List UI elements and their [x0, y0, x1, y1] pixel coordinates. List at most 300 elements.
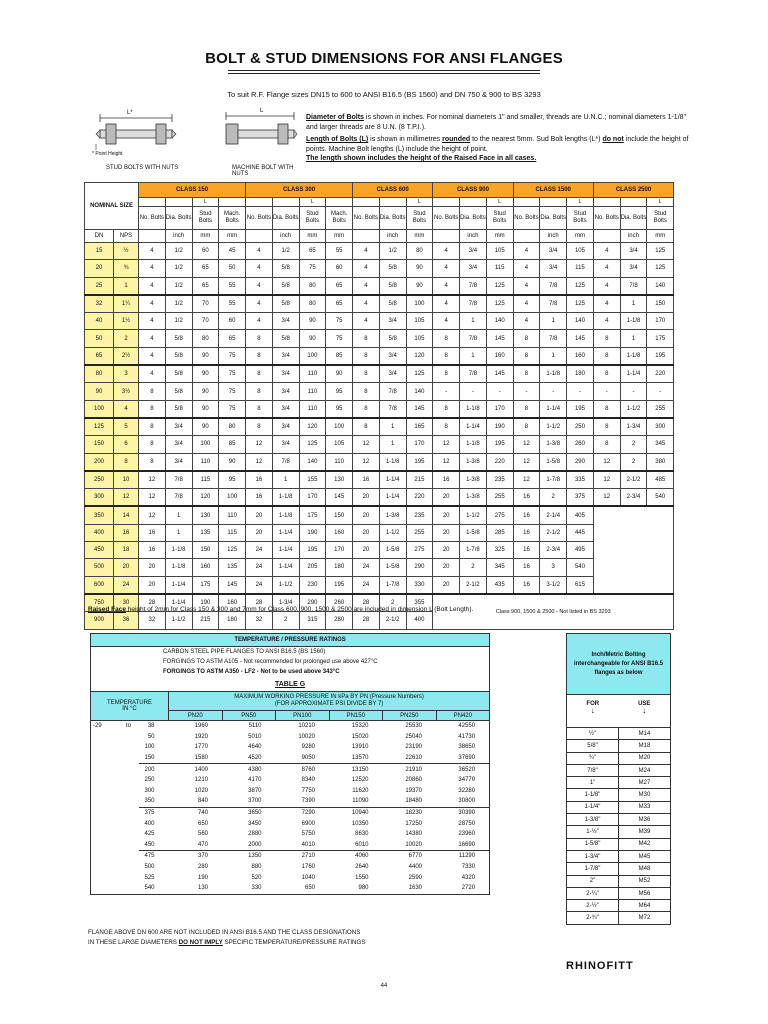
temp-cell: 6010 [355, 841, 369, 848]
stud-caption: STUD BOLTS WITH NUTS [106, 165, 179, 171]
table-cell: 5/8 [272, 330, 299, 347]
table-cell: 1 [540, 313, 567, 330]
table-cell: 1¼ [114, 295, 139, 313]
column-header: Stud Bolts [192, 207, 219, 230]
pressure-header: MAXIMUM WORKING PRESSURE IN kPa BY PN (Pressure Numbers) (FOR APPROXIMATE PSI DIVIDE BY 7) [169, 692, 490, 711]
table-cell: 195 [567, 400, 594, 418]
inch-size: 1" [567, 777, 619, 789]
table-cell: 3/4 [379, 313, 406, 330]
table-cell: 1-1/8 [460, 400, 487, 418]
table-cell: 4 [513, 277, 540, 295]
table-cell: 160 [192, 559, 219, 576]
table-cell: 255 [486, 489, 513, 507]
class-150-header: CLASS 150 [139, 183, 246, 198]
temp-cell: 6900 [301, 820, 315, 827]
table-cell: 1-7/8 [379, 576, 406, 594]
table-cell: 110 [192, 453, 219, 471]
table-cell: 75 [326, 313, 353, 330]
table-cell: 315 [299, 612, 326, 629]
table-cell: 105 [326, 436, 353, 453]
unit-header [513, 230, 540, 243]
table-cell: 1 [165, 506, 192, 524]
table-cell: 3/4 [379, 365, 406, 383]
table-cell: 10 [114, 471, 139, 489]
table-cell: 65 [85, 347, 114, 365]
stud-length-dim: L* [127, 110, 133, 116]
table-cell: 80 [192, 330, 219, 347]
table-cell: 12 [139, 506, 166, 524]
table-cell: 3/4 [620, 243, 647, 260]
temp-cell: 350 [144, 798, 155, 805]
table-cell: 55 [219, 295, 246, 313]
table-cell: 1-3/8 [540, 436, 567, 453]
temp-cell: 18480 [405, 798, 422, 805]
table-cell: 2 [379, 594, 406, 612]
table-cell: 155 [299, 471, 326, 489]
table-cell: 1/2 [165, 313, 192, 330]
length-marker [593, 198, 620, 207]
temp-cell: 540 [139, 883, 169, 894]
table-cell: 1-1/8 [165, 559, 192, 576]
temp-cell [119, 786, 139, 797]
table-cell: 7/8 [540, 330, 567, 347]
temp-cell: 1550 [355, 874, 369, 881]
unit-header: mm [406, 230, 433, 243]
table-cell: 215 [192, 612, 219, 629]
table-cell: 1 [272, 471, 299, 489]
table-cell: 28 [246, 594, 273, 612]
pn-header: PN150 [329, 711, 383, 721]
temp-cell: 10210 [276, 721, 330, 732]
length-marker [460, 198, 487, 207]
temp-cell: 7750 [301, 787, 315, 794]
table-cell: 195 [486, 436, 513, 453]
column-header: Stud Bolts [406, 207, 433, 230]
table-cell: 20 [139, 576, 166, 594]
temp-cell [91, 883, 119, 894]
temp-cell: 1960 [169, 721, 223, 732]
inch-size: 5/8" [567, 740, 619, 752]
temp-cell: 3870 [248, 787, 262, 794]
table-cell: 160 [567, 347, 594, 365]
temp-cell: 42550 [436, 721, 490, 732]
temp-cell: 150 [144, 755, 155, 762]
table-cell: 335 [567, 471, 594, 489]
table-cell: 7/8 [165, 471, 192, 489]
temp-row [91, 753, 490, 764]
table-cell: 16 [433, 471, 460, 489]
length-marker [540, 198, 567, 207]
table-cell: 4 [353, 243, 380, 260]
table-cell: 20 [246, 506, 273, 524]
temp-cell: 4060 [329, 851, 383, 862]
table-cell: - [593, 383, 620, 400]
table-cell: 1/2 [165, 243, 192, 260]
bolting-row [567, 900, 671, 912]
table-cell: 7/8 [165, 489, 192, 507]
table-cell: 170 [647, 313, 674, 330]
table-row [85, 436, 674, 453]
table-cell: 200 [85, 453, 114, 471]
arrow-down-icon: ↓ [642, 706, 647, 715]
table-cell: 1-1/8 [460, 436, 487, 453]
machine-caption: MACHINE BOLT WITH NUTS [232, 165, 294, 177]
unit-header: inch [620, 230, 647, 243]
temp-cell: 4380 [222, 764, 276, 775]
table-cell: 375 [567, 489, 594, 507]
table-cell: 8 [433, 330, 460, 347]
temp-cell: 300 [144, 787, 155, 794]
table-cell: 8 [593, 365, 620, 383]
table-cell: 65 [299, 243, 326, 260]
table-cell: 4 [433, 277, 460, 295]
table-cell: 3/4 [272, 365, 299, 383]
table-row [85, 365, 674, 383]
temp-cell [91, 872, 119, 883]
table-cell: 160 [486, 347, 513, 365]
table-cell: 1-5/8 [460, 524, 487, 541]
point-height-label: * Point Height [92, 151, 123, 157]
temp-cell [91, 742, 119, 753]
table-cell: 180 [567, 365, 594, 383]
inch-size: 2" [567, 875, 619, 887]
table-cell: 16 [114, 524, 139, 541]
length-marker: L [567, 198, 594, 207]
table-cell: 190 [486, 418, 513, 436]
temp-cell: 470 [197, 841, 208, 848]
temp-cell: 740 [169, 807, 223, 818]
table-cell: 1-7/8 [540, 471, 567, 489]
table-cell: 1-1/4 [165, 576, 192, 594]
table-cell: 8 [139, 453, 166, 471]
temp-cell: 280 [197, 864, 208, 871]
temp-cell: 525 [144, 874, 155, 881]
temp-cell [119, 742, 139, 753]
table-cell: 170 [299, 489, 326, 507]
temp-cell [91, 775, 119, 786]
machine-length-dim: L [260, 108, 264, 114]
metric-size: M45 [619, 850, 671, 862]
class-2500-header: CLASS 2500 [593, 183, 673, 198]
table-cell: 195 [647, 347, 674, 365]
table-cell: 3/4 [165, 453, 192, 471]
raised-face-note: Raised Face height of 2mm for Class 150 & 300 and 7mm for Class 600, 900, 1500 & 2500 are included in dimension L (Bolt Length). [88, 606, 474, 613]
table-cell: 65 [192, 260, 219, 277]
temp-cell: 34770 [436, 775, 490, 786]
metric-size: M56 [619, 887, 671, 899]
table-cell: 495 [567, 542, 594, 559]
table-cell: 8 [114, 453, 139, 471]
table-cell: 95 [326, 400, 353, 418]
table-cell: 1-3/8 [460, 471, 487, 489]
temp-cell: 30800 [436, 796, 490, 807]
column-header: Dia. Bolts [165, 207, 192, 230]
column-header: No. Bolts [593, 207, 620, 230]
table-cell: 220 [406, 489, 433, 507]
column-header: Stud Bolts [647, 207, 674, 230]
temp-cell: 4640 [248, 744, 262, 751]
inch-size: 2-¾" [567, 912, 619, 924]
table-cell: 7/8 [460, 365, 487, 383]
table-cell: 190 [299, 524, 326, 541]
temp-row [91, 851, 490, 862]
table-cell: - [433, 383, 460, 400]
table-cell: 4 [139, 243, 166, 260]
table-cell: 24 [246, 559, 273, 576]
table-cell: 20 [433, 542, 460, 559]
table-cell: 120 [406, 347, 433, 365]
temperature-pressure-table [90, 633, 490, 895]
temp-cell: 190 [197, 874, 208, 881]
table-cell: 125 [647, 243, 674, 260]
table-cell: 290 [299, 594, 326, 612]
table-cell: 12 [139, 471, 166, 489]
inch-size: 1-3/4" [567, 850, 619, 862]
unit-header: mm [647, 230, 674, 243]
length-marker [165, 198, 192, 207]
metric-size: M27 [619, 777, 671, 789]
inch-size: 1-½" [567, 826, 619, 838]
length-marker [379, 198, 406, 207]
table-cell: 20 [433, 489, 460, 507]
table-cell: 5/8 [272, 277, 299, 295]
table-cell: 1-1/2 [620, 400, 647, 418]
temp-cell: 5110 [222, 721, 276, 732]
temp-cell: 11290 [436, 851, 490, 862]
table-cell: 16 [513, 524, 540, 541]
temp-cell: 250 [144, 777, 155, 784]
bolting-row [567, 740, 671, 752]
table-cell: 7/8 [460, 330, 487, 347]
table-cell: 900 [85, 612, 114, 629]
temp-cell: 7290 [276, 807, 330, 818]
temp-cell: 4320 [436, 872, 490, 883]
table-cell: 1-1/4 [379, 489, 406, 507]
inch-size: 7/8" [567, 764, 619, 776]
table-cell: 355 [406, 594, 433, 612]
table-cell: 4 [139, 295, 166, 313]
table-cell: 615 [567, 576, 594, 594]
length-marker: L [647, 198, 674, 207]
temp-cell [91, 786, 119, 797]
bolting-row [567, 764, 671, 776]
length-marker [272, 198, 299, 207]
table-cell: 190 [192, 594, 219, 612]
temp-cell: 1350 [222, 851, 276, 862]
bolting-interchange-table [566, 633, 671, 925]
table-cell: 3/4 [165, 418, 192, 436]
table-cell: 1-1/4 [379, 471, 406, 489]
table-cell: 5/8 [379, 260, 406, 277]
table-cell: 1/2 [165, 295, 192, 313]
temp-cell: 520 [251, 874, 262, 881]
table-cell: 120 [299, 418, 326, 436]
table-cell: 110 [326, 453, 353, 471]
temp-cell [119, 764, 139, 775]
temp-cell [119, 753, 139, 764]
table-cell: 4 [114, 400, 139, 418]
table-row [85, 576, 674, 594]
table-cell: 90 [85, 383, 114, 400]
temp-row [91, 764, 490, 775]
table-cell: 60 [326, 260, 353, 277]
inch-size: ½" [567, 728, 619, 740]
table-cell: 75 [326, 330, 353, 347]
table-cell: 105 [486, 243, 513, 260]
table-cell: 485 [647, 471, 674, 489]
temp-cell: 6770 [383, 851, 437, 862]
table-cell: 100 [406, 295, 433, 313]
table-cell: 145 [219, 576, 246, 594]
temp-cell: 9280 [301, 744, 315, 751]
table-cell: 255 [647, 400, 674, 418]
table-cell: 1 [379, 418, 406, 436]
table-cell: 145 [486, 330, 513, 347]
table-cell: 90 [406, 260, 433, 277]
temp-cell: 650 [276, 883, 330, 894]
table-cell: 170 [326, 542, 353, 559]
table-cell: 180 [326, 559, 353, 576]
table-cell: 12 [433, 453, 460, 471]
metric-size: M39 [619, 826, 671, 838]
table-cell: 1-3/4 [272, 594, 299, 612]
table-cell: 16 [139, 542, 166, 559]
temp-cell: -29 [91, 721, 119, 732]
table-cell: 600 [85, 576, 114, 594]
temp-cell: 425 [144, 831, 155, 838]
table-cell: 2 [540, 489, 567, 507]
temp-cell: 1210 [194, 777, 208, 784]
table-cell: 8 [593, 347, 620, 365]
temp-cell: 3650 [222, 807, 276, 818]
temp-line-1: CARBON STEEL PIPE FLANGES TO ANSI B16.5 (BS 1560) [91, 647, 490, 658]
table-cell: 90 [192, 347, 219, 365]
table-cell: 115 [486, 260, 513, 277]
unit-header: inch [540, 230, 567, 243]
table-cell: 8 [246, 418, 273, 436]
table-cell: 140 [486, 313, 513, 330]
table-cell: 20 [353, 524, 380, 541]
column-header: Stud Bolts [567, 207, 594, 230]
table-cell: 2 [620, 436, 647, 453]
table-cell: 70 [192, 313, 219, 330]
temp-cell: to [119, 721, 139, 732]
table-cell: 7/8 [540, 277, 567, 295]
temp-cell: 370 [169, 851, 223, 862]
table-cell: 60 [219, 313, 246, 330]
temp-cell: 1760 [301, 864, 315, 871]
bolting-row [567, 814, 671, 826]
temp-row [91, 721, 490, 732]
table-cell: 275 [486, 506, 513, 524]
table-cell: 175 [192, 576, 219, 594]
stud-bolt-drawing [86, 108, 306, 168]
inch-size: 1-7/8" [567, 863, 619, 875]
table-row [85, 330, 674, 347]
temp-cell: 28750 [436, 818, 490, 829]
table-cell: 1-1/2 [460, 506, 487, 524]
table-cell: 80 [299, 277, 326, 295]
temp-row [91, 796, 490, 807]
bolting-row [567, 850, 671, 862]
table-cell: 8 [593, 330, 620, 347]
temp-row [91, 818, 490, 829]
table-cell: - [540, 383, 567, 400]
table-cell: 4 [513, 295, 540, 313]
table-row [85, 524, 674, 541]
table-cell: 400 [406, 612, 433, 629]
column-header: Dia. Bolts [272, 207, 299, 230]
table-cell: 12 [139, 489, 166, 507]
table-cell: ½ [114, 243, 139, 260]
table-cell: 150 [326, 506, 353, 524]
table-cell: 7/8 [272, 453, 299, 471]
temp-cell: 37690 [436, 753, 490, 764]
temp-cell: 7390 [301, 798, 315, 805]
table-cell: 90 [299, 313, 326, 330]
table-cell: 8 [593, 400, 620, 418]
table-cell: 5/8 [165, 365, 192, 383]
table-cell: 4 [593, 260, 620, 277]
table-cell: 8 [139, 383, 166, 400]
temp-line-2: FORGINGS TO ASTM A105 - Not recommended for prolonged use above 427°C [91, 657, 490, 667]
table-cell: 4 [433, 243, 460, 260]
table-row [85, 506, 674, 524]
table-cell: 50 [85, 330, 114, 347]
temp-cell: 13570 [351, 755, 369, 762]
notes [306, 113, 698, 164]
temp-row [91, 775, 490, 786]
table-cell: 12 [246, 453, 273, 471]
table-cell: 80 [406, 243, 433, 260]
temp-cell: 25530 [383, 721, 437, 732]
metric-size: M30 [619, 789, 671, 801]
table-cell: 90 [192, 418, 219, 436]
table-cell: 125 [85, 418, 114, 436]
table-cell: 5 [114, 418, 139, 436]
metric-size: M24 [619, 764, 671, 776]
length-marker: L [192, 198, 219, 207]
table-row [85, 453, 674, 471]
table-cell: 90 [219, 453, 246, 471]
temp-row [91, 732, 490, 743]
pn-header: PN50 [222, 711, 276, 721]
table-cell: 2 [460, 559, 487, 576]
table-cell: 8 [513, 347, 540, 365]
table-cell: 255 [406, 524, 433, 541]
table-cell: - [460, 383, 487, 400]
table-cell: 160 [326, 524, 353, 541]
unit-header [433, 230, 460, 243]
table-cell: 55 [326, 243, 353, 260]
table-cell: 8 [513, 365, 540, 383]
table-cell: 450 [85, 542, 114, 559]
table-cell: 435 [486, 576, 513, 594]
table-cell: 1/2 [165, 260, 192, 277]
temp-cell: 10350 [351, 820, 369, 827]
table-cell: 3/4 [540, 243, 567, 260]
table-cell: 12 [246, 436, 273, 453]
table-cell: 3½ [114, 383, 139, 400]
table-cell: 235 [406, 506, 433, 524]
table-cell: 12 [433, 436, 460, 453]
page-number: 44 [380, 983, 388, 989]
table-cell: 7/8 [379, 383, 406, 400]
table-cell: 4 [433, 313, 460, 330]
unit-header [593, 230, 620, 243]
table-cell: 16 [139, 524, 166, 541]
table-cell: 32 [85, 295, 114, 313]
